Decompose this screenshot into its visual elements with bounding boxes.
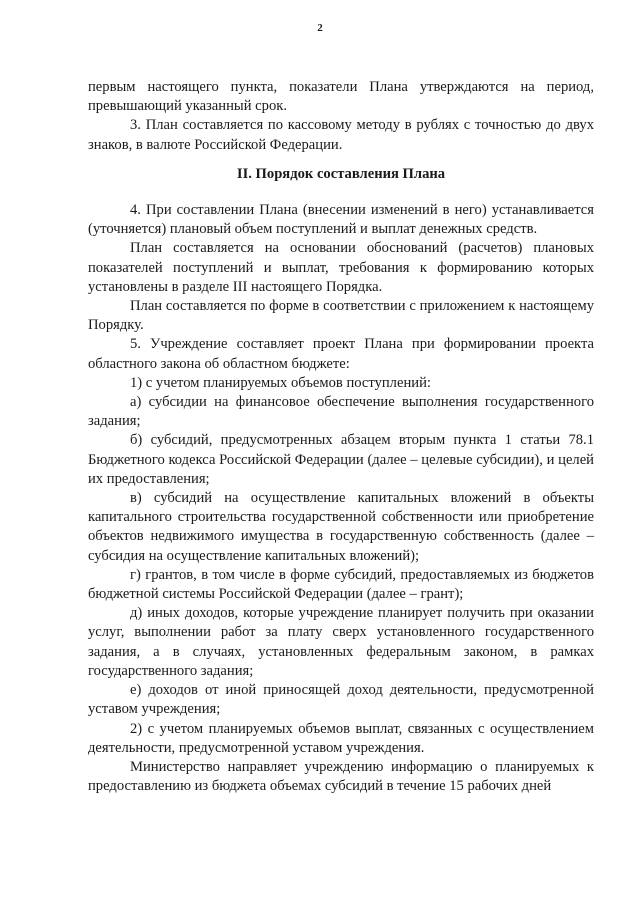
document-body <box>88 78 594 796</box>
section-heading: II. Порядок составления Плана <box>236 165 446 182</box>
paragraph: 4. При составлении Плана (внесении изменений в него) устанавливается (уточняется) плановый объем поступлений и выплат денежных средств. <box>88 202 594 238</box>
list-item: д) иных доходов, которые учреждение планирует получить при оказании услуг, выполнении работ за плату сверх установленного государственного задания, а в случаях, установленных федеральным законом, в рамках государственного задания; <box>88 605 594 679</box>
paragraph: План составляется на основании обоснований (расчетов) плановых показателей поступлений и выплат, требования к формированию которых установлены в разделе III настоящего Порядка. <box>88 240 594 295</box>
paragraph: первым настоящего пункта, показатели Плана утверждаются на период, превышающий указанный срок. <box>88 79 594 115</box>
list-item: г) грантов, в том числе в форме субсидий, предоставляемых из бюджетов бюджетной системы Российской Федерации (далее – грант); <box>88 566 594 603</box>
paragraph: 5. Учреждение составляет проект Плана при формировании проекта областного закона об областном бюджете: <box>88 336 594 372</box>
paragraph: План составляется по форме в соответствии с приложением к настоящему Порядку. <box>88 298 594 334</box>
list-item: б) субсидий, предусмотренных абзацем вторым пункта 1 статьи 78.1 Бюджетного кодекса Российской Федерации (далее – целевые субсидии), и целей их предоставления; <box>88 432 594 487</box>
list-item: е) доходов от иной приносящей доход деятельности, предусмотренной уставом учреждения; <box>88 682 594 718</box>
list-item: 2) с учетом планируемых объемов выплат, связанных с осуществлением деятельности, предусмотренной уставом учреждения. <box>88 720 594 756</box>
page-number: 2 <box>317 22 323 34</box>
list-item: а) субсидии на финансовое обеспечение выполнения государственного задания; <box>88 394 594 430</box>
paragraph: Министерство направляет учреждению информацию о планируемых к предоставлению из бюджета объемах субсидий в течение 15 рабочих дней <box>88 758 594 795</box>
paragraph: 3. План составляется по кассовому методу в рублях с точностью до двух знаков, в валюте Российской Федерации. <box>88 117 594 153</box>
list-item: в) субсидий на осуществление капитальных вложений в объекты капитального строительства государственной собственности или приобретение объектов недвижимого имущества в государственную собственность (далее – субсидия на осуществление капитальных вложений); <box>88 490 594 564</box>
list-item: 1) с учетом планируемых объемов поступлений: <box>130 374 431 391</box>
